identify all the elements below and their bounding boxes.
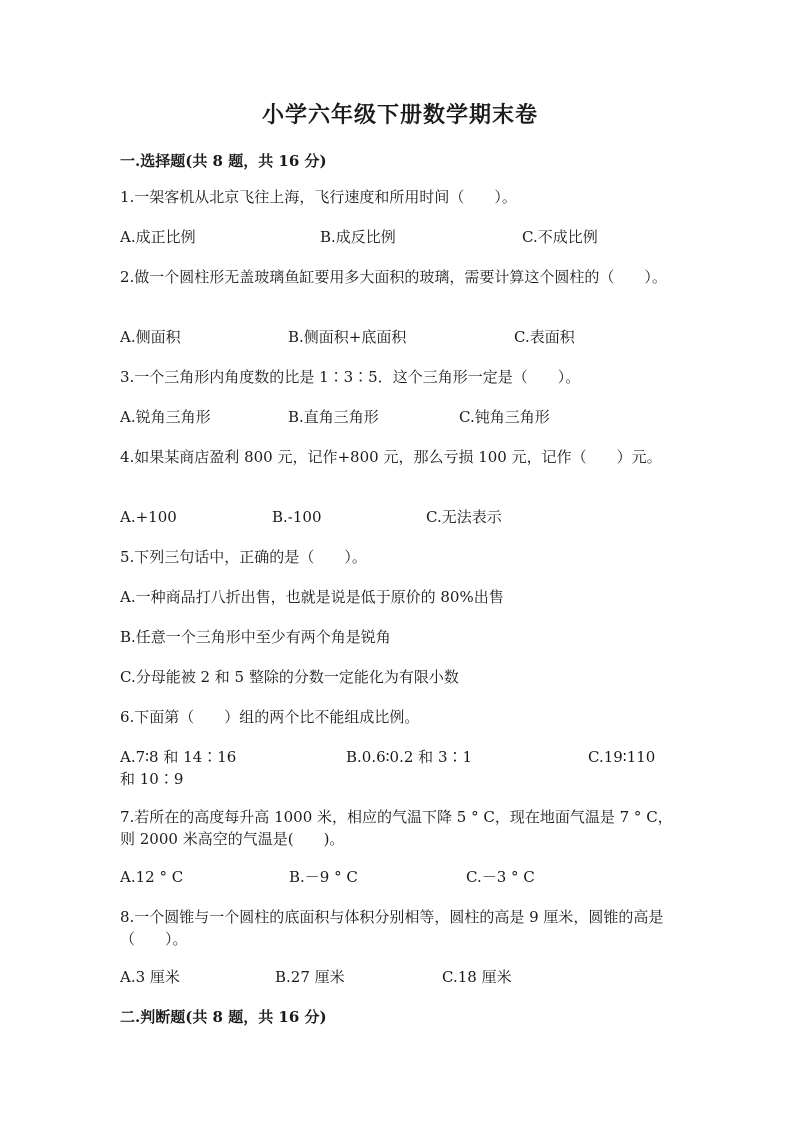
question-7: 7.若所在的高度每升高 1000 米，相应的气温下降 5 ° C，现在地面气温是 7 ° C，则 2000 米高空的气温是( )。 xyxy=(120,808,673,848)
question-3: 3.一个三角形内角度数的比是 1∶3∶5．这个三角形一定是（ ）。 xyxy=(120,368,581,386)
q6-option-c-continued: 和 10∶9 xyxy=(120,770,184,788)
q4-option-c: C.无法表示 xyxy=(426,508,502,526)
q2-option-b: B.侧面积+底面积 xyxy=(288,328,407,346)
q6-option-a: A.7∶8 和 14∶16 xyxy=(120,748,237,766)
section-heading-judgment: 二.判断题(共 8 题，共 16 分) xyxy=(120,1008,327,1026)
question-4: 4.如果某商店盈利 800 元，记作+800 元，那么亏损 100 元，记作（ ）元。 xyxy=(120,448,662,466)
q2-option-a: A.侧面积 xyxy=(120,328,181,346)
q7-option-b: B.－9 ° C xyxy=(289,868,358,886)
q6-option-c: C.19∶110 xyxy=(588,748,656,766)
question-8: 8.一个圆锥与一个圆柱的底面积与体积分别相等，圆柱的高是 9 厘米，圆锥的高是（ ）。 xyxy=(120,908,664,948)
q3-option-c: C.钝角三角形 xyxy=(459,408,550,426)
q7-option-a: A.12 ° C xyxy=(120,868,184,886)
q8-option-b: B.27 厘米 xyxy=(275,968,345,986)
question-2: 2.做一个圆柱形无盖玻璃鱼缸要用多大面积的玻璃，需要计算这个圆柱的（ ）。 xyxy=(120,268,667,286)
question-5: 5.下列三句话中，正确的是（ ）。 xyxy=(120,548,367,566)
q5-option-b: B.任意一个三角形中至少有两个角是锐角 xyxy=(120,628,391,646)
q6-option-b: B.0.6∶0.2 和 3∶1 xyxy=(346,748,473,766)
q1-option-b: B.成反比例 xyxy=(320,228,396,246)
q3-option-a: A.锐角三角形 xyxy=(120,408,211,426)
q8-option-c: C.18 厘米 xyxy=(442,968,512,986)
q4-option-a: A.+100 xyxy=(120,508,177,526)
question-1: 1.一架客机从北京飞往上海，飞行速度和所用时间（ ）。 xyxy=(120,188,517,206)
section-heading-choice: 一.选择题(共 8 题，共 16 分) xyxy=(120,152,327,170)
q5-option-c: C.分母能被 2 和 5 整除的分数一定能化为有限小数 xyxy=(120,668,459,686)
q7-option-c: C.－3 ° C xyxy=(466,868,535,886)
question-6: 6.下面第（ ）组的两个比不能组成比例。 xyxy=(120,708,420,726)
q1-option-c: C.不成比例 xyxy=(522,228,598,246)
page-title: 小学六年级下册数学期末卷 xyxy=(261,102,538,128)
q5-option-a: A.一种商品打八折出售，也就是说是低于原价的 80%出售 xyxy=(120,588,504,606)
q4-option-b: B.-100 xyxy=(272,508,322,526)
q1-option-a: A.成正比例 xyxy=(120,228,196,246)
q2-option-c: C.表面积 xyxy=(514,328,575,346)
q8-option-a: A.3 厘米 xyxy=(120,968,180,986)
q3-option-b: B.直角三角形 xyxy=(288,408,379,426)
